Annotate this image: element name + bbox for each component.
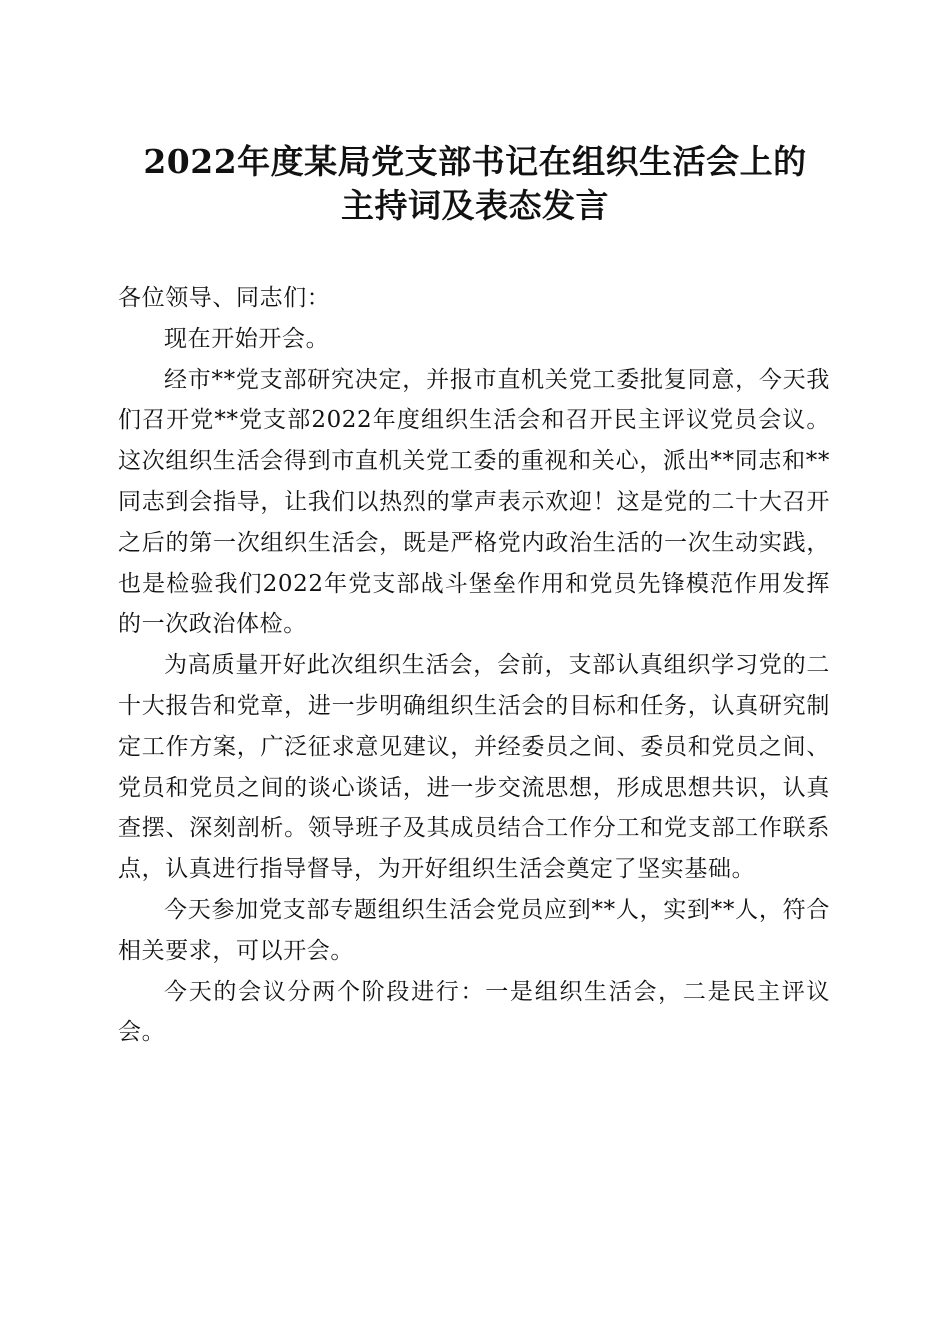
paragraph-4: 今天参加党支部专题组织生活会党员应到**人，实到**人，符合相关要求，可以开会。 [118, 896, 830, 964]
paragraph-1: 现在开始开会。 [164, 325, 330, 352]
salutation: 各位领导、同志们： [118, 285, 331, 311]
document-title-line-2: 主持词及表态发言 [341, 186, 609, 225]
paragraph-3: 为高质量开好此次组织生活会，会前，支部认真组织学习党的二十大报告和党章，进一步明确组织生活会的目标和任务，认真研究制定工作方案，广泛征求意见建议，并经委员之间、委员和党员之间、党员和党员之间的谈心谈话，进一步交流思想，形成思想共识，认真查摆、深刻剖析。领导班子及其成员结合工作分工和党支部工作联系点，认真进行指导督导，为开好组织生活会奠定了坚实基础。 [118, 652, 830, 883]
document-body [118, 278, 830, 1053]
paragraph-2: 经市**党支部研究决定，并报市直机关党工委批复同意，今天我们召开党**党支部2022年度组织生活会和召开民主评议党员会议。这次组织生活会得到市直机关党工委的重视和关心，派出**同志和**同志到会指导，让我们以热烈的掌声表示欢迎！这是党的二十大召开之后的第一次组织生活会，既是严格党内政治生活的一次生动实践，也是检验我们2022年党支部战斗堡垒作用和党员先锋模范作用发挥的一次政治体检。 [118, 366, 830, 638]
paragraph-5: 今天的会议分两个阶段进行：一是组织生活会，二是民主评议会。 [118, 978, 830, 1046]
document-title-line-1: 2022年度某局党支部书记在组织生活会上的 [143, 142, 807, 181]
